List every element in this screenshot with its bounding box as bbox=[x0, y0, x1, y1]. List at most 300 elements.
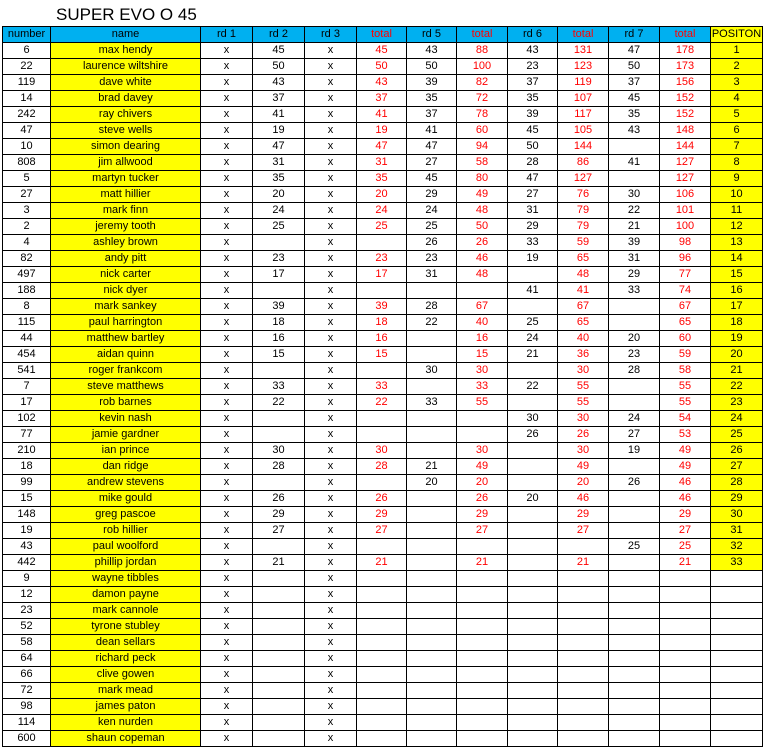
cell-rd3: x bbox=[305, 235, 357, 251]
cell-total-rd7: 54 bbox=[660, 411, 711, 427]
cell-rd7 bbox=[609, 379, 660, 395]
cell-name: phillip jordan bbox=[51, 555, 201, 571]
cell-total-rd7 bbox=[660, 587, 711, 603]
cell-total-rd7: 27 bbox=[660, 523, 711, 539]
cell-name: rob barnes bbox=[51, 395, 201, 411]
cell-total-rd7: 53 bbox=[660, 427, 711, 443]
cell-number: 442 bbox=[3, 555, 51, 571]
standings-table bbox=[2, 26, 763, 747]
cell-total-rd5: 15 bbox=[457, 347, 508, 363]
cell-rd2: 30 bbox=[253, 443, 305, 459]
cell-position: 6 bbox=[711, 123, 763, 139]
cell-rd7 bbox=[609, 731, 660, 747]
header-number: number bbox=[3, 27, 51, 43]
cell-rd6: 35 bbox=[508, 91, 558, 107]
sheet-title: SUPER EVO O 45 bbox=[56, 5, 197, 24]
table-row bbox=[3, 395, 763, 411]
cell-total-rd5 bbox=[457, 635, 508, 651]
cell-name: mark sankey bbox=[51, 299, 201, 315]
cell-total-rd7 bbox=[660, 635, 711, 651]
cell-rd1: x bbox=[201, 43, 253, 59]
cell-total-rd6: 40 bbox=[558, 331, 609, 347]
cell-rd1: x bbox=[201, 667, 253, 683]
cell-rd1: x bbox=[201, 187, 253, 203]
cell-number: 12 bbox=[3, 587, 51, 603]
cell-rd6 bbox=[508, 443, 558, 459]
cell-total-rd7: 25 bbox=[660, 539, 711, 555]
cell-total-rd6 bbox=[558, 683, 609, 699]
header-row bbox=[3, 27, 763, 43]
cell-rd1: x bbox=[201, 587, 253, 603]
cell-rd6: 43 bbox=[508, 43, 558, 59]
cell-rd3: x bbox=[305, 459, 357, 475]
table-row bbox=[3, 235, 763, 251]
cell-name: kevin nash bbox=[51, 411, 201, 427]
cell-total-rd3 bbox=[357, 587, 407, 603]
cell-rd2 bbox=[253, 571, 305, 587]
cell-total-rd3 bbox=[357, 283, 407, 299]
cell-total-rd7: 49 bbox=[660, 443, 711, 459]
cell-number: 66 bbox=[3, 667, 51, 683]
cell-rd7: 50 bbox=[609, 59, 660, 75]
cell-name: martyn tucker bbox=[51, 171, 201, 187]
cell-rd6: 27 bbox=[508, 187, 558, 203]
cell-total-rd6: 144 bbox=[558, 139, 609, 155]
cell-total-rd3: 21 bbox=[357, 555, 407, 571]
cell-name: james paton bbox=[51, 699, 201, 715]
cell-rd6 bbox=[508, 587, 558, 603]
cell-rd3: x bbox=[305, 267, 357, 283]
cell-rd3: x bbox=[305, 315, 357, 331]
cell-rd5: 39 bbox=[407, 75, 457, 91]
cell-total-rd3: 45 bbox=[357, 43, 407, 59]
table-row bbox=[3, 507, 763, 523]
cell-total-rd7 bbox=[660, 651, 711, 667]
cell-rd7 bbox=[609, 715, 660, 731]
cell-rd7: 28 bbox=[609, 363, 660, 379]
header-position: POSITON bbox=[711, 27, 763, 43]
cell-rd7: 23 bbox=[609, 347, 660, 363]
cell-total-rd3: 33 bbox=[357, 379, 407, 395]
cell-number: 64 bbox=[3, 651, 51, 667]
cell-rd3: x bbox=[305, 91, 357, 107]
cell-name: jeremy tooth bbox=[51, 219, 201, 235]
cell-rd1: x bbox=[201, 635, 253, 651]
cell-rd3: x bbox=[305, 635, 357, 651]
table-row bbox=[3, 443, 763, 459]
cell-number: 497 bbox=[3, 267, 51, 283]
cell-rd3: x bbox=[305, 683, 357, 699]
cell-rd7: 22 bbox=[609, 203, 660, 219]
cell-total-rd5: 50 bbox=[457, 219, 508, 235]
cell-rd6 bbox=[508, 635, 558, 651]
cell-rd5 bbox=[407, 443, 457, 459]
cell-total-rd5: 55 bbox=[457, 395, 508, 411]
table-row bbox=[3, 171, 763, 187]
cell-rd7 bbox=[609, 507, 660, 523]
cell-rd3: x bbox=[305, 43, 357, 59]
cell-rd7: 47 bbox=[609, 43, 660, 59]
cell-rd1: x bbox=[201, 107, 253, 123]
cell-rd1: x bbox=[201, 251, 253, 267]
cell-rd1: x bbox=[201, 363, 253, 379]
cell-rd3: x bbox=[305, 731, 357, 747]
cell-total-rd7: 106 bbox=[660, 187, 711, 203]
cell-total-rd3: 20 bbox=[357, 187, 407, 203]
cell-number: 72 bbox=[3, 683, 51, 699]
cell-rd3: x bbox=[305, 347, 357, 363]
cell-total-rd7 bbox=[660, 683, 711, 699]
cell-number: 102 bbox=[3, 411, 51, 427]
cell-total-rd6: 131 bbox=[558, 43, 609, 59]
cell-rd2: 24 bbox=[253, 203, 305, 219]
cell-total-rd3: 27 bbox=[357, 523, 407, 539]
cell-total-rd6: 79 bbox=[558, 219, 609, 235]
cell-rd7: 45 bbox=[609, 91, 660, 107]
cell-total-rd7: 59 bbox=[660, 347, 711, 363]
cell-total-rd3: 16 bbox=[357, 331, 407, 347]
cell-total-rd7 bbox=[660, 699, 711, 715]
cell-name: roger frankcom bbox=[51, 363, 201, 379]
cell-number: 98 bbox=[3, 699, 51, 715]
cell-rd6 bbox=[508, 667, 558, 683]
cell-rd5: 25 bbox=[407, 219, 457, 235]
cell-rd3: x bbox=[305, 331, 357, 347]
cell-total-rd5: 48 bbox=[457, 203, 508, 219]
cell-total-rd5: 49 bbox=[457, 187, 508, 203]
cell-position: 21 bbox=[711, 363, 763, 379]
cell-position: 31 bbox=[711, 523, 763, 539]
cell-position bbox=[711, 587, 763, 603]
cell-rd5 bbox=[407, 283, 457, 299]
cell-rd7: 19 bbox=[609, 443, 660, 459]
cell-name: paul harrington bbox=[51, 315, 201, 331]
cell-rd6: 21 bbox=[508, 347, 558, 363]
header-total-rd3: total bbox=[357, 27, 407, 43]
cell-total-rd5: 26 bbox=[457, 491, 508, 507]
cell-position: 18 bbox=[711, 315, 763, 331]
cell-total-rd5 bbox=[457, 683, 508, 699]
table-row bbox=[3, 203, 763, 219]
cell-total-rd5: 80 bbox=[457, 171, 508, 187]
cell-rd5 bbox=[407, 507, 457, 523]
cell-total-rd3: 19 bbox=[357, 123, 407, 139]
cell-position: 4 bbox=[711, 91, 763, 107]
cell-total-rd7: 98 bbox=[660, 235, 711, 251]
cell-position bbox=[711, 683, 763, 699]
table-row bbox=[3, 459, 763, 475]
header-rd3: rd 3 bbox=[305, 27, 357, 43]
cell-name: nick dyer bbox=[51, 283, 201, 299]
cell-rd2: 31 bbox=[253, 155, 305, 171]
cell-rd5: 37 bbox=[407, 107, 457, 123]
cell-rd3: x bbox=[305, 475, 357, 491]
cell-name: matt hillier bbox=[51, 187, 201, 203]
table-row bbox=[3, 107, 763, 123]
cell-rd3: x bbox=[305, 107, 357, 123]
cell-total-rd6: 21 bbox=[558, 555, 609, 571]
cell-rd5 bbox=[407, 635, 457, 651]
cell-rd3: x bbox=[305, 523, 357, 539]
cell-total-rd7: 67 bbox=[660, 299, 711, 315]
cell-position: 11 bbox=[711, 203, 763, 219]
cell-total-rd3 bbox=[357, 651, 407, 667]
cell-rd3: x bbox=[305, 283, 357, 299]
cell-rd2 bbox=[253, 539, 305, 555]
table-row bbox=[3, 267, 763, 283]
cell-name: wayne tibbles bbox=[51, 571, 201, 587]
cell-total-rd6: 65 bbox=[558, 315, 609, 331]
cell-number: 27 bbox=[3, 187, 51, 203]
cell-rd2 bbox=[253, 475, 305, 491]
cell-total-rd6: 41 bbox=[558, 283, 609, 299]
cell-number: 114 bbox=[3, 715, 51, 731]
cell-total-rd3: 41 bbox=[357, 107, 407, 123]
table-row bbox=[3, 539, 763, 555]
table-row bbox=[3, 603, 763, 619]
table-row bbox=[3, 299, 763, 315]
cell-total-rd6: 107 bbox=[558, 91, 609, 107]
cell-number: 148 bbox=[3, 507, 51, 523]
cell-rd3: x bbox=[305, 699, 357, 715]
cell-rd2: 23 bbox=[253, 251, 305, 267]
cell-total-rd3 bbox=[357, 619, 407, 635]
cell-rd6: 24 bbox=[508, 331, 558, 347]
cell-rd2 bbox=[253, 427, 305, 443]
cell-name: greg pascoe bbox=[51, 507, 201, 523]
cell-rd3: x bbox=[305, 715, 357, 731]
cell-total-rd5 bbox=[457, 411, 508, 427]
cell-rd2 bbox=[253, 683, 305, 699]
cell-total-rd7: 144 bbox=[660, 139, 711, 155]
cell-total-rd6 bbox=[558, 715, 609, 731]
table-row bbox=[3, 651, 763, 667]
cell-name: andrew stevens bbox=[51, 475, 201, 491]
cell-total-rd6: 30 bbox=[558, 363, 609, 379]
cell-number: 6 bbox=[3, 43, 51, 59]
cell-number: 4 bbox=[3, 235, 51, 251]
cell-total-rd6: 36 bbox=[558, 347, 609, 363]
cell-rd5 bbox=[407, 699, 457, 715]
cell-total-rd6 bbox=[558, 603, 609, 619]
cell-rd6: 23 bbox=[508, 59, 558, 75]
cell-total-rd5 bbox=[457, 715, 508, 731]
cell-rd6 bbox=[508, 715, 558, 731]
cell-rd3: x bbox=[305, 507, 357, 523]
cell-rd2: 27 bbox=[253, 523, 305, 539]
cell-name: mark mead bbox=[51, 683, 201, 699]
cell-rd6: 30 bbox=[508, 411, 558, 427]
cell-total-rd6 bbox=[558, 619, 609, 635]
table-row bbox=[3, 475, 763, 491]
cell-position bbox=[711, 731, 763, 747]
table-row bbox=[3, 363, 763, 379]
cell-rd6: 25 bbox=[508, 315, 558, 331]
cell-name: ray chivers bbox=[51, 107, 201, 123]
cell-name: mike gould bbox=[51, 491, 201, 507]
cell-rd2 bbox=[253, 731, 305, 747]
table-row bbox=[3, 139, 763, 155]
cell-total-rd5 bbox=[457, 619, 508, 635]
cell-total-rd3 bbox=[357, 235, 407, 251]
cell-rd1: x bbox=[201, 395, 253, 411]
cell-number: 14 bbox=[3, 91, 51, 107]
cell-rd7: 29 bbox=[609, 267, 660, 283]
cell-total-rd5 bbox=[457, 667, 508, 683]
cell-total-rd7: 96 bbox=[660, 251, 711, 267]
cell-number: 242 bbox=[3, 107, 51, 123]
cell-total-rd7: 156 bbox=[660, 75, 711, 91]
cell-name: simon dearing bbox=[51, 139, 201, 155]
header-rd2: rd 2 bbox=[253, 27, 305, 43]
cell-rd3: x bbox=[305, 539, 357, 555]
cell-total-rd6: 79 bbox=[558, 203, 609, 219]
cell-rd5: 23 bbox=[407, 251, 457, 267]
cell-rd2: 43 bbox=[253, 75, 305, 91]
cell-total-rd6: 123 bbox=[558, 59, 609, 75]
cell-rd7: 27 bbox=[609, 427, 660, 443]
cell-rd2: 50 bbox=[253, 59, 305, 75]
cell-rd6: 19 bbox=[508, 251, 558, 267]
cell-rd2: 47 bbox=[253, 139, 305, 155]
cell-rd6: 20 bbox=[508, 491, 558, 507]
cell-rd7 bbox=[609, 395, 660, 411]
cell-rd2 bbox=[253, 283, 305, 299]
cell-total-rd5: 72 bbox=[457, 91, 508, 107]
table-row bbox=[3, 523, 763, 539]
cell-total-rd3 bbox=[357, 571, 407, 587]
cell-total-rd7: 60 bbox=[660, 331, 711, 347]
cell-name: mark cannole bbox=[51, 603, 201, 619]
cell-rd5 bbox=[407, 731, 457, 747]
cell-position bbox=[711, 571, 763, 587]
cell-rd6 bbox=[508, 571, 558, 587]
cell-total-rd7: 29 bbox=[660, 507, 711, 523]
cell-position bbox=[711, 651, 763, 667]
cell-number: 58 bbox=[3, 635, 51, 651]
cell-rd6 bbox=[508, 395, 558, 411]
cell-total-rd6 bbox=[558, 571, 609, 587]
cell-rd5 bbox=[407, 683, 457, 699]
cell-total-rd3 bbox=[357, 731, 407, 747]
cell-total-rd5 bbox=[457, 283, 508, 299]
cell-rd1: x bbox=[201, 475, 253, 491]
cell-rd2: 15 bbox=[253, 347, 305, 363]
cell-total-rd6: 48 bbox=[558, 267, 609, 283]
header-rd1: rd 1 bbox=[201, 27, 253, 43]
cell-total-rd3 bbox=[357, 683, 407, 699]
cell-rd3: x bbox=[305, 75, 357, 91]
cell-rd6: 31 bbox=[508, 203, 558, 219]
cell-total-rd5 bbox=[457, 731, 508, 747]
cell-total-rd3: 39 bbox=[357, 299, 407, 315]
cell-rd1: x bbox=[201, 651, 253, 667]
cell-total-rd5 bbox=[457, 651, 508, 667]
cell-total-rd3: 22 bbox=[357, 395, 407, 411]
cell-rd2: 37 bbox=[253, 91, 305, 107]
cell-name: rob hillier bbox=[51, 523, 201, 539]
cell-rd6 bbox=[508, 267, 558, 283]
cell-rd7: 21 bbox=[609, 219, 660, 235]
cell-name: brad davey bbox=[51, 91, 201, 107]
cell-position: 5 bbox=[711, 107, 763, 123]
cell-total-rd7: 55 bbox=[660, 395, 711, 411]
cell-name: dean sellars bbox=[51, 635, 201, 651]
cell-position: 25 bbox=[711, 427, 763, 443]
cell-rd6 bbox=[508, 459, 558, 475]
cell-rd2: 19 bbox=[253, 123, 305, 139]
cell-rd7: 35 bbox=[609, 107, 660, 123]
header-rd6: rd 6 bbox=[508, 27, 558, 43]
cell-name: jim allwood bbox=[51, 155, 201, 171]
cell-rd3: x bbox=[305, 171, 357, 187]
table-row bbox=[3, 683, 763, 699]
cell-rd6: 26 bbox=[508, 427, 558, 443]
table-row bbox=[3, 699, 763, 715]
cell-rd5: 20 bbox=[407, 475, 457, 491]
cell-rd2: 28 bbox=[253, 459, 305, 475]
cell-rd6: 47 bbox=[508, 171, 558, 187]
cell-rd2: 26 bbox=[253, 491, 305, 507]
cell-total-rd7 bbox=[660, 571, 711, 587]
cell-total-rd3: 35 bbox=[357, 171, 407, 187]
cell-rd5 bbox=[407, 619, 457, 635]
cell-position bbox=[711, 603, 763, 619]
cell-rd7 bbox=[609, 315, 660, 331]
cell-rd2 bbox=[253, 235, 305, 251]
cell-rd1: x bbox=[201, 219, 253, 235]
cell-total-rd3: 28 bbox=[357, 459, 407, 475]
cell-rd7 bbox=[609, 299, 660, 315]
cell-total-rd7: 152 bbox=[660, 107, 711, 123]
cell-rd1: x bbox=[201, 139, 253, 155]
cell-rd6: 41 bbox=[508, 283, 558, 299]
cell-name: shaun copeman bbox=[51, 731, 201, 747]
cell-number: 99 bbox=[3, 475, 51, 491]
cell-position: 2 bbox=[711, 59, 763, 75]
cell-rd3: x bbox=[305, 219, 357, 235]
cell-rd5: 35 bbox=[407, 91, 457, 107]
cell-position: 9 bbox=[711, 171, 763, 187]
cell-total-rd6 bbox=[558, 635, 609, 651]
cell-rd1: x bbox=[201, 235, 253, 251]
cell-rd1: x bbox=[201, 411, 253, 427]
cell-position: 7 bbox=[711, 139, 763, 155]
cell-rd7 bbox=[609, 587, 660, 603]
cell-rd1: x bbox=[201, 283, 253, 299]
cell-total-rd5 bbox=[457, 603, 508, 619]
cell-number: 23 bbox=[3, 603, 51, 619]
cell-rd2: 18 bbox=[253, 315, 305, 331]
cell-number: 600 bbox=[3, 731, 51, 747]
cell-rd5: 22 bbox=[407, 315, 457, 331]
cell-rd2: 25 bbox=[253, 219, 305, 235]
cell-number: 7 bbox=[3, 379, 51, 395]
cell-rd7 bbox=[609, 571, 660, 587]
cell-total-rd7: 55 bbox=[660, 379, 711, 395]
cell-rd3: x bbox=[305, 491, 357, 507]
cell-rd2 bbox=[253, 411, 305, 427]
cell-position bbox=[711, 619, 763, 635]
cell-rd7 bbox=[609, 491, 660, 507]
cell-rd7 bbox=[609, 171, 660, 187]
cell-position: 19 bbox=[711, 331, 763, 347]
cell-total-rd5: 30 bbox=[457, 363, 508, 379]
cell-rd1: x bbox=[201, 555, 253, 571]
cell-total-rd6: 55 bbox=[558, 395, 609, 411]
cell-total-rd7: 148 bbox=[660, 123, 711, 139]
cell-total-rd6 bbox=[558, 667, 609, 683]
